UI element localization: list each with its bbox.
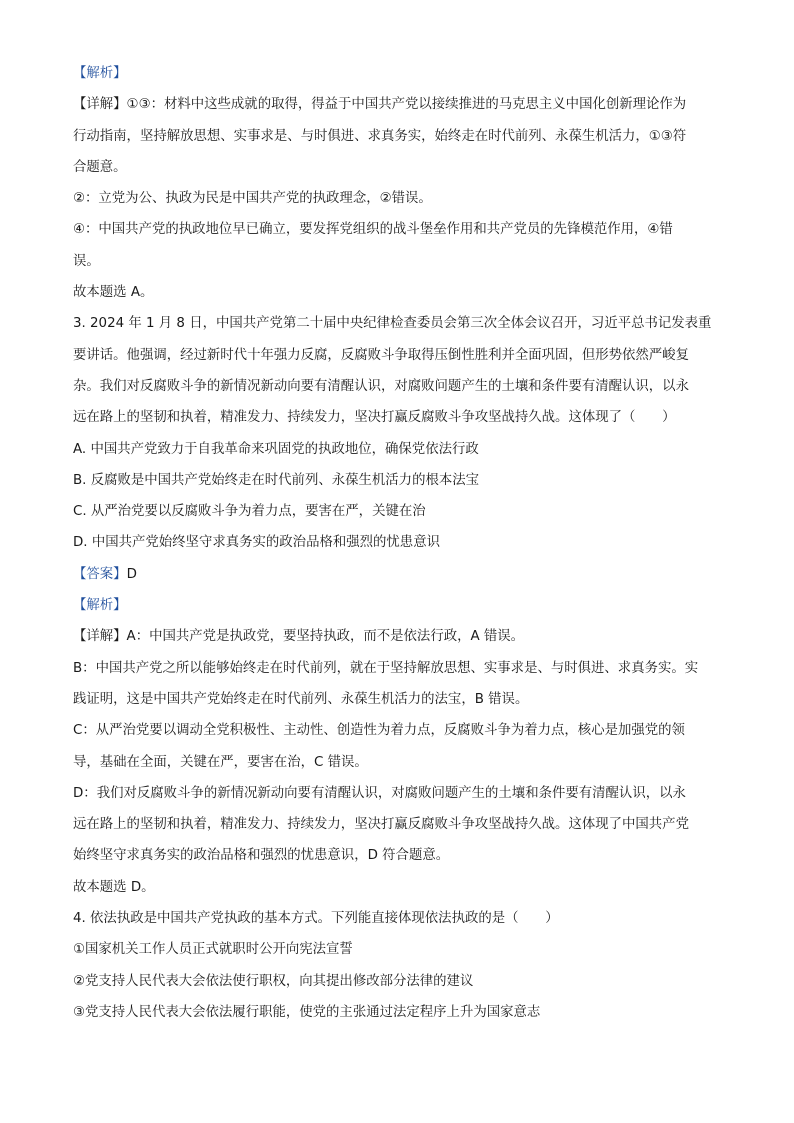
- question-4-stem: 4. 依法执政是中国共产党执政的基本方式。下列能直接体现依法执政的是（ ）: [73, 911, 559, 927]
- document-page: [73, 62, 723, 1024]
- detail-b-cont: 践证明，这是中国共产党始终走在时代前列、永葆生机活力的法宝，B 错误。: [73, 691, 529, 707]
- conclusion: 故本题选 A。: [73, 285, 154, 301]
- option-d: D. 中国共产党始终坚守求真务实的政治品格和强烈的忧患意识: [73, 535, 440, 551]
- detail-d-cont: 始终坚守求真务实的政治品格和强烈的忧患意识，D 符合题意。: [73, 848, 450, 864]
- option-b: B. 反腐败是中国共产党始终走在时代前列、永葆生机活力的根本法宝: [73, 472, 480, 488]
- answer-label: 【答案】: [73, 566, 127, 582]
- conclusion: 故本题选 D。: [73, 879, 155, 895]
- question-3-stem: 3. 2024 年 1 月 8 日，中国共产党第二十届中央纪律检查委员会第三次全体会议召开，习近平总书记发表重: [73, 316, 712, 332]
- question-3-stem: 杂。我们对反腐败斗争的新情况新动向要有清醒认识，对腐败问题产生的土壤和条件要有清醒认识，以永: [73, 378, 689, 394]
- detail-b: B：中国共产党之所以能够始终走在时代前列，就在于坚持解放思想、实事求是、与时俱进、求真务实。实: [73, 660, 699, 676]
- detail-c-cont: 导，基础在全面，关键在严，要害在治，C 错误。: [73, 754, 368, 770]
- detail-d: D：我们对反腐败斗争的新情况新动向要有清醒认识，对腐败问题产生的土壤和条件要有清醒认识，以永: [73, 785, 686, 801]
- detail-c: C：从严治党要以调动全党积极性、主动性、创造性为着力点，反腐败斗争为着力点，核心是加强党的领: [73, 723, 685, 739]
- detail-d-cont: 远在路上的坚韧和执着，精准发力、持续发力，坚决打赢反腐败斗争攻坚战持久战。这体现了中国共产党: [73, 817, 689, 833]
- analysis-label: 【解析】: [73, 598, 127, 614]
- answer-value: D: [126, 566, 137, 582]
- question-3-stem: 要讲话。他强调，经过新时代十年强力反腐，反腐败斗争取得压倒性胜利并全面巩固，但形势依然严峻复: [73, 347, 689, 363]
- detail-point-4-cont: 误。: [73, 253, 100, 269]
- analysis-label: 【解析】: [73, 66, 127, 81]
- answer-line: [73, 563, 723, 587]
- question-4-item-2: ②党支持人民代表大会依法使行职权，向其提出修改部分法律的建议: [73, 973, 474, 989]
- option-a: A. 中国共产党致力于自我革命来巩固党的执政地位，确保党依法行政: [73, 441, 479, 457]
- detail-a: 【详解】A：中国共产党是执政党，要坚持执政，而不是依法行政，A 错误。: [73, 629, 525, 645]
- question-3-stem: 远在路上的坚韧和执着，精准发力、持续发力，坚决打赢反腐败斗争攻坚战持久战。这体现了（ ）: [73, 410, 676, 426]
- question-4-item-1: ①国家机关工作人员正式就职时公开向宪法宣誓: [73, 942, 353, 958]
- detail-point-4: ④：中国共产党的执政地位早已确立，要发挥党组织的战斗堡垒作用和共产党员的先锋模范作用，④错: [73, 222, 673, 238]
- detail-point-2: ②：立党为公、执政为民是中国共产党的执政理念，②错误。: [73, 191, 432, 207]
- option-c: C. 从严治党要以反腐败斗争为着力点，要害在严，关键在治: [73, 504, 426, 520]
- detail-line: 合题意。: [73, 159, 127, 175]
- detail-line: 行动指南，坚持解放思想、实事求是、与时俱进、求真务实，始终走在时代前列、永葆生机活力，①③符: [73, 128, 687, 144]
- detail-line: 【详解】①③：材料中这些成就的取得，得益于中国共产党以接续推进的马克思主义中国化创新理论作为: [73, 97, 687, 113]
- question-4-item-3: ③党支持人民代表大会依法履行职能，使党的主张通过法定程序上升为国家意志: [73, 1004, 541, 1020]
